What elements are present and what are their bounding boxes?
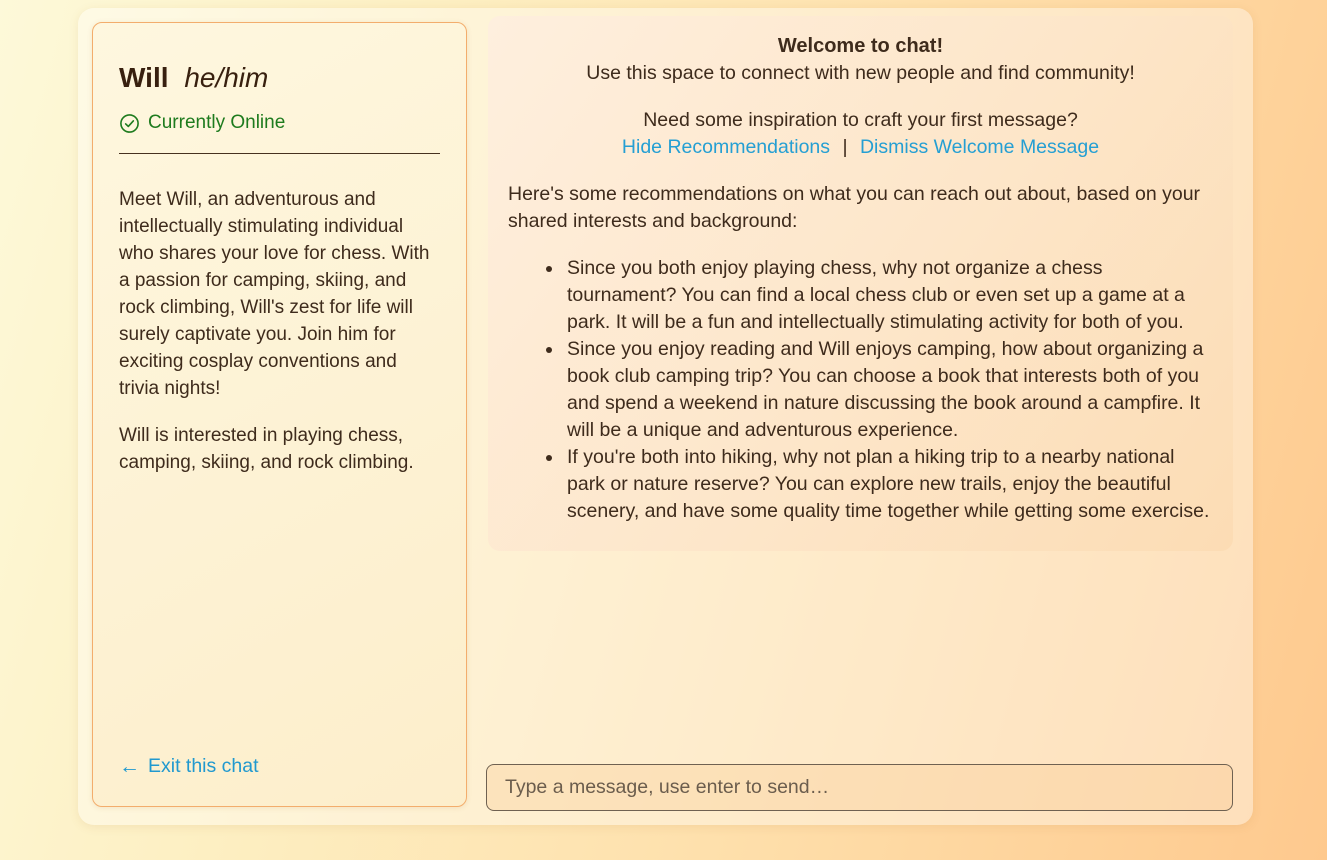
welcome-message-panel xyxy=(488,16,1233,551)
profile-name: Will xyxy=(119,62,169,93)
profile-bio-paragraph-2: Will is interested in playing chess, camping, skiing, and rock climbing. xyxy=(119,425,414,473)
exit-chat-link[interactable] xyxy=(119,755,259,778)
message-input[interactable] xyxy=(486,764,1233,811)
recommendations-intro: Here's some recommendations on what you can reach out about, based on your shared interests and background: xyxy=(508,183,1201,232)
profile-title xyxy=(119,61,440,95)
dismiss-welcome-link[interactable]: Dismiss Welcome Message xyxy=(859,136,1100,158)
chat-window xyxy=(78,8,1253,825)
profile-bio-paragraph-1: Meet Will, an adventurous and intellectually stimulating individual who shares your love for chess. With a passion for camping, skiing, and rock climbing, Will's zest for life will surely captivate you. Join him for exciting cosplay conventions and trivia nights! xyxy=(119,189,430,399)
recommendations-list xyxy=(508,255,1213,525)
recommendation-item: • Since you both enjoy playing chess, why not organize a chess tournament? You can find a local chess club or even set up a game at a park. It will be a fun and intellectually stimulating activity for both of you. xyxy=(564,255,1213,336)
check-circle-icon xyxy=(119,113,140,134)
link-separator: | xyxy=(842,136,848,158)
left-arrow-icon: ← xyxy=(119,755,140,778)
welcome-links-row xyxy=(508,134,1213,161)
exit-chat-label: Exit this chat xyxy=(148,755,259,777)
profile-card xyxy=(92,22,467,807)
profile-pronouns: he/him xyxy=(184,62,269,93)
online-status-label: Currently Online xyxy=(148,112,286,133)
hide-recommendations-link[interactable]: Hide Recommendations xyxy=(621,136,831,158)
welcome-title: Welcome to chat! xyxy=(777,35,944,57)
recommendation-item: • Since you enjoy reading and Will enjoys camping, how about organizing a book club camping trip? You can choose a book that interests both of you and spend a weekend in nature discussing the book around a campfire. It will be a unique and adventurous experience. xyxy=(564,336,1213,444)
profile-divider xyxy=(119,153,440,154)
inspiration-prompt: Need some inspiration to craft your first message? xyxy=(643,109,1078,131)
recommendation-item: • If you're both into hiking, why not plan a hiking trip to a nearby national park or nature reserve? You can explore new trails, enjoy the beautiful scenery, and have some quality time together while getting some exercise. xyxy=(564,444,1213,525)
welcome-subtitle: Use this space to connect with new people and find community! xyxy=(586,62,1135,84)
online-status xyxy=(119,112,440,134)
